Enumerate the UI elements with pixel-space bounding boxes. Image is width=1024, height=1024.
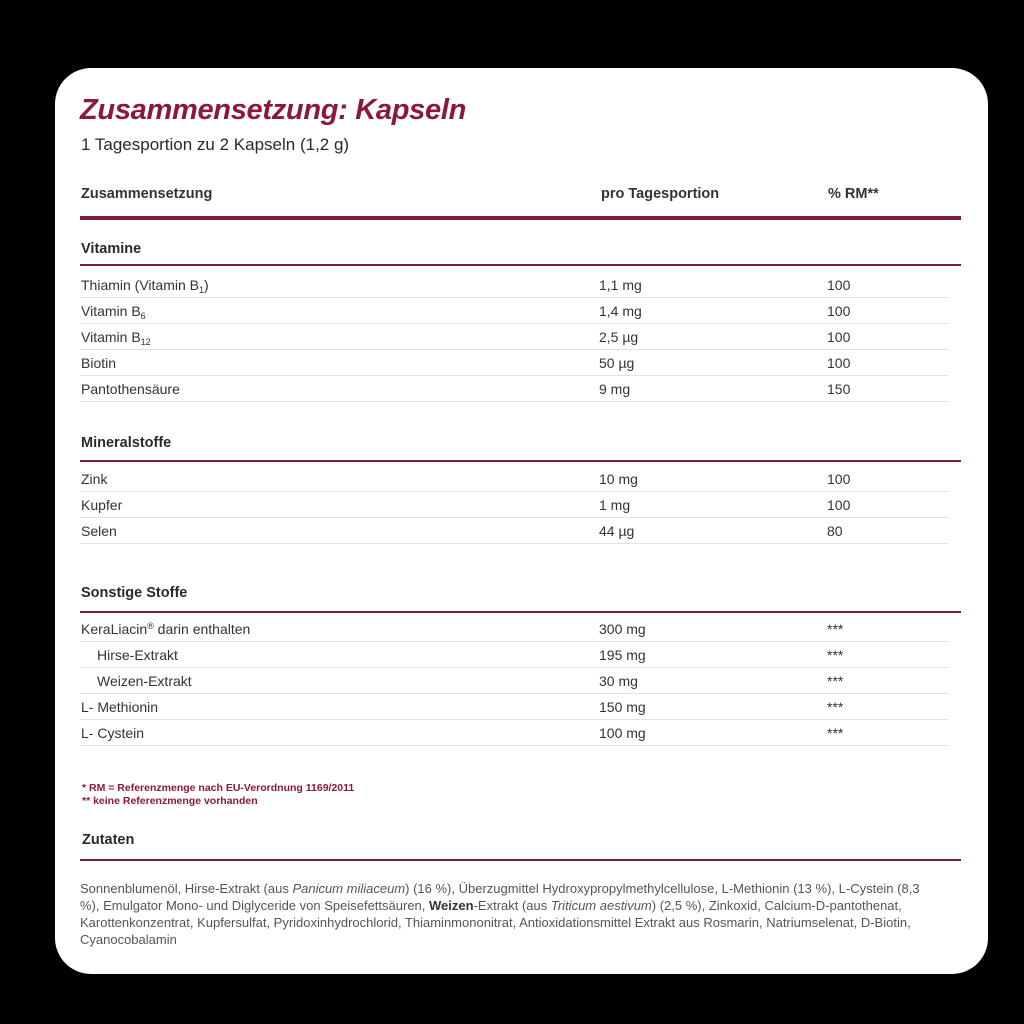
row-rm: 100 [827, 277, 851, 293]
row-amount: 1,4 mg [599, 303, 642, 319]
row-name: Kupfer [81, 497, 123, 513]
table-row [80, 298, 948, 324]
row-amount: 9 mg [599, 381, 631, 397]
row-name: Vitamin $B_6$ [81, 303, 146, 321]
composition-card [55, 68, 988, 974]
section-title-mineralstoffe: Mineralstoffe [81, 435, 172, 451]
row-rm: *** [827, 725, 844, 741]
section-title-sonstige: Sonstige Stoffe [81, 585, 188, 601]
table-row [80, 518, 948, 544]
row-amount: 1 mg [599, 497, 631, 513]
section-title-vitamine: Vitamine [81, 241, 142, 257]
table-row [80, 720, 948, 746]
row-amount: 300 mg [599, 621, 646, 637]
table-row [80, 668, 948, 694]
row-name: Weizen-Extrakt [97, 673, 192, 689]
footnote-rm: * RM = Referenzmenge nach EU-Verordnung 1169/2011 [82, 782, 355, 794]
row-amount: 44 µg [599, 523, 635, 539]
row-amount: 150 mg [599, 699, 646, 715]
header-per-day: pro Tagesportion [601, 186, 720, 202]
row-amount: 50 µg [599, 355, 635, 371]
row-name: Hirse-Extrakt [97, 647, 178, 663]
row-rm: 150 [827, 381, 851, 397]
row-name: KeraLiacin® darin enthalten [81, 621, 251, 637]
footnote-no-rm: ** keine Referenzmenge vorhanden [82, 795, 258, 807]
row-rm: 100 [827, 355, 851, 371]
row-rm: 80 [827, 523, 843, 539]
row-amount: 2,5 µg [599, 329, 639, 345]
table-row [80, 272, 948, 298]
table-row [80, 466, 948, 492]
page-title: Zusammensetzung: Kapseln [80, 94, 466, 126]
row-name: Zink [81, 471, 108, 487]
row-rm: 100 [827, 303, 851, 319]
row-name: L- Cystein [81, 725, 145, 741]
row-amount: 10 mg [599, 471, 638, 487]
section-rule [80, 611, 961, 613]
row-rm: *** [827, 673, 844, 689]
row-amount: 100 mg [599, 725, 646, 741]
row-rm: 100 [827, 471, 851, 487]
ingredients-text: Sonnenblumenöl, Hirse-Extrakt (aus Panicum miliaceum) (16 %), Überzugmittel Hydroxypropylmethylcellulose, L-Methionin (13 %), L-Cystein (8,3 %), Emulgator Mono- und Diglyceride von Speisefettsäuren, Weizen-Extrakt (aus Triticum aestivum) (2,5 %), Zinkoxid, Calcium-D-pantothenat, Karottenkonzentrat, Kupfersulfat, Pyridoxinhydrochlorid, Thiaminmononitrat, Antioxidationsmittel Extrakt aus Rosmarin, Natriumselenat, D-Biotin, Cyanocobalamin [80, 881, 920, 947]
row-amount: 1,1 mg [599, 277, 642, 293]
table-row [80, 350, 948, 376]
row-amount: 195 mg [599, 647, 646, 663]
row-amount: 30 mg [599, 673, 638, 689]
row-rm: 100 [827, 329, 851, 345]
table-row [80, 694, 948, 720]
header-rm: % RM** [828, 186, 879, 202]
section-rule [80, 264, 961, 266]
row-rm: *** [827, 621, 844, 637]
ingredients-title: Zutaten [82, 832, 135, 848]
row-rm: *** [827, 699, 844, 715]
row-rm: 100 [827, 497, 851, 513]
row-name: L- Methionin [81, 699, 159, 715]
row-name: Thiamin (Vitamin $B_1$) [81, 277, 209, 295]
ingredients-rule [80, 859, 961, 861]
table-row [80, 616, 948, 642]
row-name: Selen [81, 523, 117, 539]
table-row [80, 376, 948, 402]
row-name: Pantothensäure [81, 381, 180, 397]
section-rule [80, 460, 961, 462]
row-name: Vitamin $B_{12}$ [81, 329, 151, 347]
table-row [80, 492, 948, 518]
table-row [80, 324, 948, 350]
header-rule [80, 216, 961, 220]
row-rm: *** [827, 647, 844, 663]
row-name: Biotin [81, 355, 117, 371]
table-row [80, 642, 948, 668]
page-subtitle: 1 Tagesportion zu 2 Kapseln (1,2 g) [81, 135, 350, 154]
header-composition: Zusammensetzung [81, 186, 213, 202]
